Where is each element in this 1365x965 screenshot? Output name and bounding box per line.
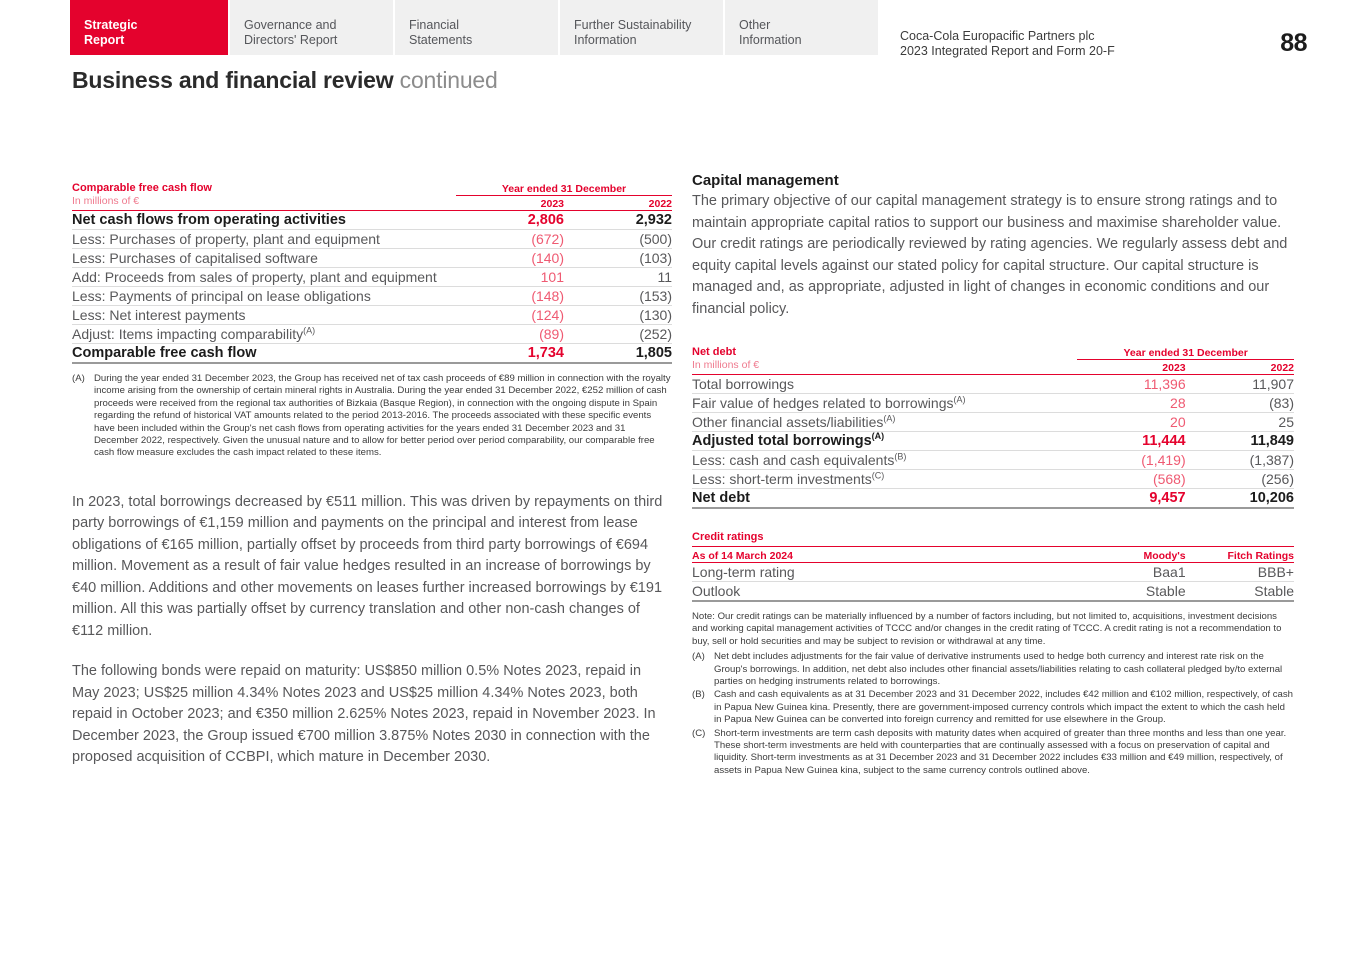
row-value-2023: 9,457 — [1077, 489, 1185, 509]
row-label-text: Fair value of hedges related to borrowings — [692, 395, 954, 411]
tab-financial-line1: Financial — [409, 18, 460, 32]
row-value-2023: (672) — [456, 230, 564, 249]
footnote-a-text: Net debt includes adjustments for the fair value of derivative instruments used to hedge both currency and interest rate risk on the Group's borrowings. In addition, net debt also includes other financial assets/liabilities relating to cash collateral pledged by/to external parties on hedging instruments related to borrowings. — [714, 651, 1283, 688]
footnote-a-marker: (A) — [72, 373, 85, 384]
table-row — [692, 394, 1294, 413]
row-label: Less: Net interest payments — [72, 306, 456, 325]
table-title: Credit ratings — [692, 531, 1294, 547]
row-value-2022: (130) — [564, 306, 672, 325]
right-column — [692, 172, 1294, 778]
row-label: Less: Purchases of capitalised software — [72, 249, 456, 268]
credit-ratings-title-row — [692, 531, 1294, 547]
row-value-2022: (153) — [564, 287, 672, 306]
row-value-2022: (1,387) — [1186, 451, 1294, 470]
row-value-2022: 2,932 — [564, 211, 672, 230]
report-identifier — [900, 29, 1115, 59]
footnote-c-marker: (C) — [692, 727, 706, 739]
row-label-text: Less: cash and cash equivalents — [692, 452, 895, 468]
tab-strategic-report-line2: Report — [84, 32, 125, 47]
table-row — [692, 451, 1294, 470]
row-label: Less: Payments of principal on lease obligations — [72, 287, 456, 306]
tab-further-sustainability-information[interactable] — [560, 0, 725, 55]
table-row-total — [72, 344, 672, 364]
footnote-b-marker: (B) — [692, 689, 705, 701]
comparable-free-cash-flow-table — [72, 180, 672, 364]
footnote-b — [692, 689, 1294, 726]
tab-sustainability-line1: Further Sustainability — [574, 18, 692, 32]
row-value-2022: (252) — [564, 325, 672, 344]
row-value-2023: 11,444 — [1077, 432, 1185, 451]
row-value-moodys: Stable — [1077, 582, 1185, 602]
tab-governance-line1: Governance and — [244, 18, 337, 32]
net-debt-table-block — [692, 344, 1294, 509]
tab-other-line1: Other — [739, 18, 771, 32]
table-row — [72, 325, 672, 344]
row-value-2023: (140) — [456, 249, 564, 268]
table-row — [72, 287, 672, 306]
table-row-total — [692, 489, 1294, 509]
row-value-2023: (124) — [456, 306, 564, 325]
credit-ratings-header-row — [692, 547, 1294, 563]
table-title: Net debt — [692, 346, 736, 358]
table-row — [692, 582, 1294, 602]
row-value-2022: 11,849 — [1186, 432, 1294, 451]
row-value-2022: 25 — [1186, 413, 1294, 432]
footnote-ref: (C) — [871, 470, 885, 481]
credit-ratings-table-block — [692, 531, 1294, 602]
row-value-2022: 11 — [564, 268, 672, 287]
table-row — [72, 306, 672, 325]
column-header-as-of: As of 14 March 2024 — [692, 550, 793, 562]
net-debt-table — [692, 344, 1294, 509]
column-header-2023: 2023 — [1162, 362, 1186, 374]
table-row — [72, 230, 672, 249]
tab-financial-line2: Statements — [409, 32, 473, 47]
column-header-fitch: Fitch Ratings — [1227, 550, 1294, 562]
row-label-text: Other financial assets/liabilities — [692, 414, 884, 430]
table-subtitle: In millions of € — [72, 195, 140, 207]
row-label — [692, 451, 1077, 470]
left-footnotes — [72, 373, 672, 460]
right-footnotes — [692, 611, 1294, 777]
row-value-2023: 11,396 — [1077, 375, 1185, 394]
row-value-fitch: BBB+ — [1186, 563, 1294, 582]
row-label-text: Adjust: Items impacting comparability — [72, 326, 304, 342]
row-value-2023: (1,419) — [1077, 451, 1185, 470]
row-label: Long-term rating — [692, 563, 1077, 582]
capital-management-paragraph: The primary objective of our capital management strategy is to ensure strong ratings and to maintain appropriate capital ratios to support our business and maximise shareholder value. Our credit ratings are periodically reviewed by rating agencies. We regularly assess debt and equity capital levels against our stated policy for capital structure. Our capital structure is managed and, as appropriate, adjusted in light of changes in economic conditions and our financial policy. — [692, 193, 1288, 317]
row-label-text: Adjusted total borrowings — [692, 433, 872, 449]
table-row — [692, 563, 1294, 582]
row-value-2022: (83) — [1186, 394, 1294, 413]
row-label — [692, 470, 1077, 489]
row-value-2022: (103) — [564, 249, 672, 268]
table-row-subtotal — [692, 432, 1294, 451]
paragraph-bonds: The following bonds were repaid on maturity: US$850 million 0.5% Notes 2023, repaid in May 2023; US$25 million 4.34% Notes 2023 and US$25 million 4.34% Notes 2023, both repaid in October 2023; and €350 million 2.625% Notes 2023, repaid in November 2023. In December 2023, the Group issued €700 million 3.875% Notes 2030 in connection with the proposed acquisition of CCBPI, which mature in December 2030. — [72, 663, 656, 766]
page-title-continued: continued — [399, 67, 498, 93]
table-row — [692, 375, 1294, 394]
credit-ratings-note: Note: Our credit ratings can be materially influenced by a number of factors including, but not limited to, acquisitions, investment decisions and working capital management activities of TCCC and/or changes in the credit rating of TCCC. A credit rating is not a recommendation to buy, sell or hold securities and may be subject to revision or withdrawal at any time. — [692, 611, 1282, 647]
footnote-a — [692, 651, 1294, 688]
footnote-a-text: During the year ended 31 December 2023, the Group has received net of tax cash proceeds of €89 million in connection with the royalty income arising from the ownership of certain mineral rights in Australia. During the year ended 31 December 2022, €252 million of cash proceeds were received from the regional tax authorities of Bizkaia (Basque Region), in connection with the ongoing dispute in Spain regarding the refund of historical VAT amounts related to the period 2013-2016. The proceeds associated with these specific events have been included within the Group's net cash flows from operating activities for the years ended 31 December 2023 and 31 December 2022, respectively. Given the unusual nature and to allow for better period over period comparability, our comparable free cash flow measure excludes the cash impact related to these items. — [94, 373, 671, 459]
row-value-2022: (256) — [1186, 470, 1294, 489]
row-value-2022: 10,206 — [1186, 489, 1294, 509]
row-label: Total borrowings — [692, 375, 1077, 394]
footnote-ref: (A) — [871, 431, 885, 442]
row-value-2023: 2,806 — [456, 211, 564, 230]
row-label: Net cash flows from operating activities — [72, 211, 456, 230]
column-header-moodys: Moody's — [1143, 550, 1186, 562]
row-label: Outlook — [692, 582, 1077, 602]
table-period-header: Year ended 31 December — [456, 180, 672, 195]
footnote-ref: (B) — [894, 451, 907, 462]
table-subtitle: In millions of € — [692, 359, 760, 371]
table-row — [692, 470, 1294, 489]
page-header — [0, 0, 1365, 58]
tab-governance-directors-report[interactable] — [230, 0, 395, 55]
table-header-span-row — [692, 344, 1294, 359]
row-value-fitch: Stable — [1186, 582, 1294, 602]
footnote-a — [72, 373, 672, 460]
tab-sustainability-line2: Information — [574, 32, 637, 47]
row-value-2023: (89) — [456, 325, 564, 344]
footnote-ref: (A) — [883, 413, 896, 424]
row-value-2022: 1,805 — [564, 344, 672, 364]
left-column — [72, 180, 672, 788]
tab-financial-statements[interactable] — [395, 0, 560, 55]
footnote-c — [692, 728, 1294, 778]
section-nav-tabs — [70, 0, 880, 55]
footnote-a-marker: (A) — [692, 651, 705, 663]
company-name: Coca-Cola Europacific Partners plc — [900, 29, 1095, 43]
table-period-header: Year ended 31 December — [1077, 344, 1294, 359]
table-row — [72, 249, 672, 268]
row-label-text: Less: short-term investments — [692, 471, 872, 487]
row-label: Net debt — [692, 489, 1077, 509]
footnote-ref: (A) — [953, 394, 966, 405]
report-name: 2023 Integrated Report and Form 20-F — [900, 44, 1115, 58]
page-title — [72, 67, 498, 94]
table-row — [72, 211, 672, 230]
row-value-2022: (500) — [564, 230, 672, 249]
column-header-2022: 2022 — [1270, 362, 1294, 374]
capital-management-heading: Capital management — [692, 172, 839, 189]
row-value-2023: 101 — [456, 268, 564, 287]
tab-governance-line2: Directors' Report — [244, 32, 338, 47]
table-row — [72, 268, 672, 287]
row-label — [72, 325, 456, 344]
row-value-2023: 28 — [1077, 394, 1185, 413]
row-label: Less: Purchases of property, plant and equipment — [72, 230, 456, 249]
row-value-2023: (148) — [456, 287, 564, 306]
tab-other-information[interactable] — [725, 0, 880, 55]
tab-strategic-report-line1: Strategic — [84, 18, 138, 32]
row-value-2022: 11,907 — [1186, 375, 1294, 394]
table-title: Comparable free cash flow — [72, 182, 212, 194]
row-value-2023: 20 — [1077, 413, 1185, 432]
column-header-2022: 2022 — [648, 198, 672, 210]
row-label: Add: Proceeds from sales of property, plant and equipment — [72, 268, 456, 287]
footnote-b-text: Cash and cash equivalents as at 31 December 2023 and 31 December 2022, includes €42 million and €102 million, respectively, of cash in Papua New Guinea kina. Presently, there are government-imposed currency controls which impact the extent to which the cash held in Papua New Guinea can be converted into foreign currency and remitted for use elsewhere in the Group. — [714, 689, 1293, 726]
credit-ratings-table — [692, 531, 1294, 602]
footnote-ref: (A) — [303, 325, 316, 336]
row-value-2023: 1,734 — [456, 344, 564, 364]
row-label — [692, 394, 1077, 413]
paragraph-borrowings: In 2023, total borrowings decreased by €511 million. This was driven by repayments on third party borrowings of €1,159 million and payments on the principal and interest from lease obligations of €165 million, partially offset by proceeds from third party borrowings of €694 million. Movement as a result of fair value hedges resulted in an increase of borrowings by €40 million. Additions and other movements on leases further increased borrowings by €191 million. All this was partially offset by currency translation and other non-cash changes of €112 million. — [72, 493, 663, 639]
row-label — [692, 413, 1077, 432]
row-label — [692, 432, 1077, 451]
page-number: 88 — [1280, 29, 1307, 57]
column-header-2023: 2023 — [540, 198, 564, 210]
tab-strategic-report[interactable] — [70, 0, 230, 55]
table-header-span-row — [72, 180, 672, 195]
page-title-main: Business and financial review — [72, 67, 394, 93]
footnote-c-text: Short-term investments are term cash deposits with maturity dates when acquired of greater than three months and less than one year. These short-term investments are held with counterparties that are continually assessed with a focus on preservation of capital and liquidity. Short-term investments as at 31 December 2023 and 31 December 2022 includes €33 million and €49 million, respectively, of assets in Papua New Guinea kina, subject to the same currency controls outlined above. — [714, 727, 1287, 776]
tab-other-line2: Information — [739, 32, 802, 47]
table-row — [692, 413, 1294, 432]
row-label: Comparable free cash flow — [72, 344, 456, 364]
row-value-moodys: Baa1 — [1077, 563, 1185, 582]
row-value-2023: (568) — [1077, 470, 1185, 489]
